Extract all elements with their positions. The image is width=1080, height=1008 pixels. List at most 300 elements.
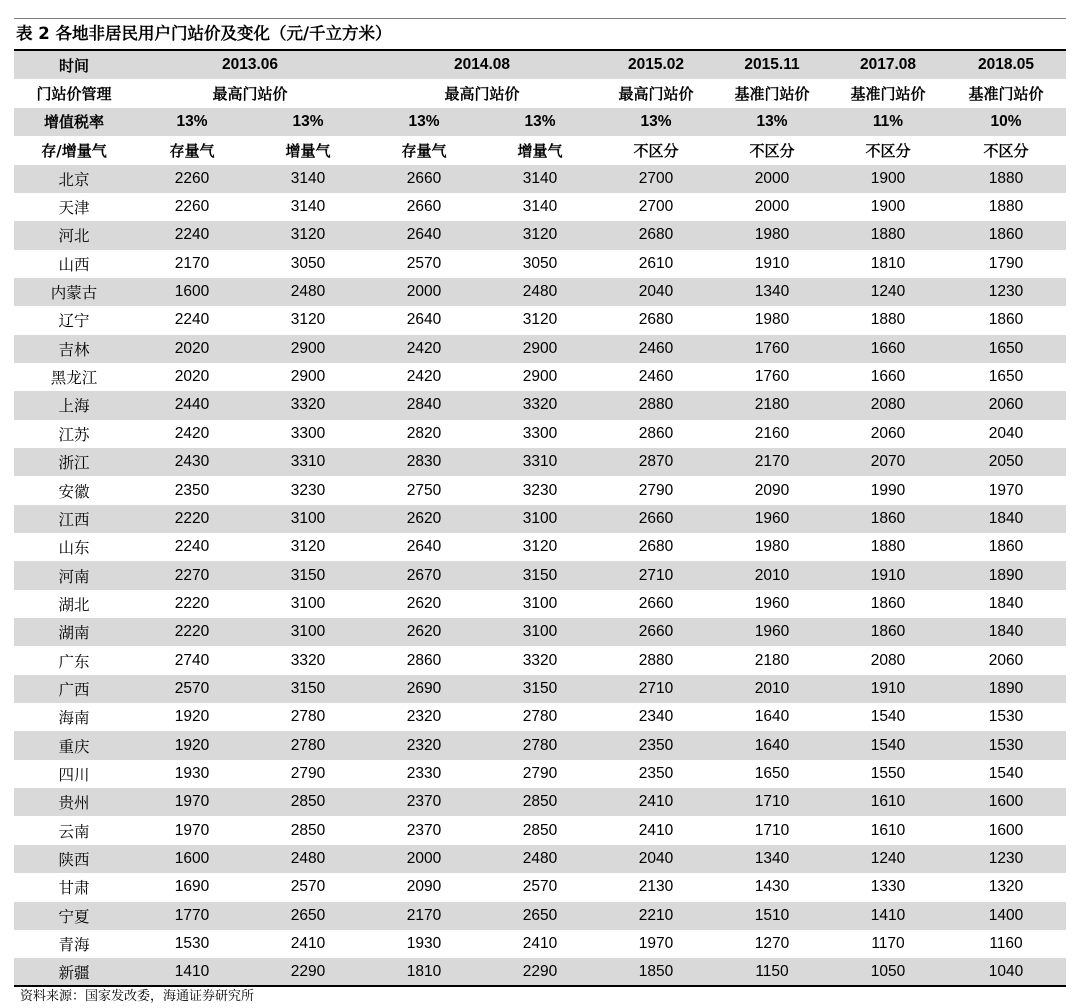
price-cell: 1840 [946,505,1066,533]
price-cell: 2860 [638,424,674,442]
price-cell: 2900 [522,368,558,386]
table-row [14,703,1066,731]
price-cell: 1600 [988,821,1024,839]
table-row [14,505,1066,533]
price-cell: 3120 [522,311,558,329]
price-cell: 1540 [830,731,946,759]
price-cell: 3120 [290,538,326,556]
vat-cell: 13% [134,108,250,136]
price-cell: 1880 [830,221,946,249]
price-cell: 2410 [522,935,558,953]
price-cell: 2780 [522,708,558,726]
price-cell: 2900 [290,368,326,386]
price-cell: 2880 [598,391,714,419]
price-cell: 1970 [134,788,250,816]
region-cell: 云南 [58,822,90,841]
period-2018-05: 2018.05 [946,51,1066,79]
price-cell: 3100 [250,618,366,646]
price-cell: 2170 [366,902,482,930]
table-row [14,873,1066,901]
vat-cell: 13% [366,108,482,136]
price-cell: 1600 [946,788,1066,816]
region-cell: 贵州 [14,788,134,816]
price-cell: 1880 [946,165,1066,193]
price-cell: 2040 [988,424,1024,442]
price-cell: 2790 [638,481,674,499]
table-row [14,306,1066,334]
price-cell: 2260 [134,165,250,193]
region-cell: 甘肃 [58,879,90,898]
price-cell: 2440 [134,391,250,419]
price-cell: 2350 [638,764,674,782]
price-cell: 1850 [598,958,714,986]
table-row [14,618,1066,646]
price-cell: 1860 [988,311,1024,329]
price-cell: 1930 [406,935,442,953]
price-cell: 3050 [290,254,326,272]
region-cell: 黑龙江 [50,369,98,388]
price-cell: 2710 [598,561,714,589]
price-cell: 2680 [598,221,714,249]
price-cell: 1760 [714,335,830,363]
period-2015-11: 2015.11 [714,51,830,79]
table-row [14,590,1066,618]
region-cell: 广西 [14,675,134,703]
price-cell: 1810 [366,958,482,986]
price-cell: 2320 [406,708,442,726]
table-row [14,193,1066,221]
price-cell: 3120 [482,221,598,249]
price-cell: 1660 [870,368,906,386]
price-cell: 1320 [988,878,1024,896]
price-cell: 1690 [174,878,210,896]
price-cell: 3320 [290,651,326,669]
header-row-gas-type [14,136,1066,164]
price-cell: 2180 [714,391,830,419]
management-2017-08: 基准门站价 [850,85,926,104]
table-row [14,335,1066,363]
price-cell: 1910 [830,561,946,589]
header-label-vat: 增值税率 [14,108,134,136]
price-cell: 2090 [754,481,790,499]
price-cell: 2220 [174,594,210,612]
price-cell: 2010 [714,675,830,703]
price-cell: 3140 [482,165,598,193]
header-label-time: 时间 [14,51,134,79]
price-cell: 2410 [638,821,674,839]
price-cell: 1600 [134,278,250,306]
price-cell: 1410 [134,958,250,986]
price-cell: 1910 [754,254,790,272]
price-cell: 3230 [522,481,558,499]
price-cell: 1880 [870,311,906,329]
table-row [14,646,1066,674]
price-cell: 2850 [250,788,366,816]
price-cell: 1970 [638,935,674,953]
region-cell: 辽宁 [58,312,90,331]
price-cell: 1340 [714,278,830,306]
price-cell: 2480 [250,278,366,306]
price-cell: 2570 [290,878,326,896]
price-cell: 2660 [598,505,714,533]
price-cell: 2620 [366,505,482,533]
header-row-time [14,51,1066,79]
price-cell: 1900 [830,165,946,193]
price-cell: 3320 [522,651,558,669]
price-cell: 2460 [638,368,674,386]
management-2018-05: 基准门站价 [968,85,1044,104]
region-cell: 河北 [14,221,134,249]
price-cell: 1240 [830,845,946,873]
price-cell: 1660 [830,335,946,363]
vat-cell: 13% [598,108,714,136]
table-row [14,760,1066,788]
region-cell: 吉林 [14,335,134,363]
price-cell: 1930 [174,764,210,782]
period-2013-06: 2013.06 [134,51,366,79]
gas-type-cell: 存量气 [401,141,447,160]
price-cell: 2480 [250,845,366,873]
price-cell: 2070 [830,448,946,476]
price-cell: 1230 [946,278,1066,306]
region-cell: 重庆 [14,731,134,759]
price-cell: 1890 [946,561,1066,589]
price-cell: 2850 [522,821,558,839]
price-cell: 1860 [870,594,906,612]
price-cell: 2460 [598,335,714,363]
price-cell: 1810 [870,254,906,272]
price-cell: 3320 [482,391,598,419]
price-cell: 1050 [830,958,946,986]
gas-type-cell: 不区分 [865,141,911,160]
price-cell: 2650 [482,902,598,930]
table-row [14,930,1066,958]
management-2015-11: 基准门站价 [734,85,810,104]
price-cell: 1650 [988,368,1024,386]
region-cell: 山东 [58,539,90,558]
price-cell: 2790 [290,764,326,782]
price-cell: 3120 [522,538,558,556]
price-cell: 2900 [482,335,598,363]
price-cell: 2850 [290,821,326,839]
price-cell: 2750 [406,481,442,499]
price-cell: 2660 [366,165,482,193]
vat-cell: 13% [714,108,830,136]
price-cell: 3150 [250,561,366,589]
region-cell: 青海 [58,936,90,955]
price-cell: 2420 [174,424,210,442]
vat-cell: 10% [946,108,1066,136]
price-cell: 2900 [250,335,366,363]
price-cell: 3310 [482,448,598,476]
price-cell: 2850 [482,788,598,816]
price-cell: 3100 [250,505,366,533]
price-cell: 2680 [638,311,674,329]
price-cell: 2000 [714,165,830,193]
table-row [14,675,1066,703]
header-row-management [14,79,1066,107]
price-cell: 2620 [366,618,482,646]
vat-cell: 13% [482,108,598,136]
price-cell: 1640 [754,708,790,726]
price-cell: 1910 [830,675,946,703]
price-cell: 2660 [406,198,442,216]
region-cell: 浙江 [14,448,134,476]
price-cell: 3310 [250,448,366,476]
header-label-management: 门站价管理 [36,85,112,104]
price-cell: 2270 [134,561,250,589]
gas-type-cell: 不区分 [749,141,795,160]
header-label-gas-type: 存/增量气 [41,141,107,160]
price-cell: 2570 [522,878,558,896]
price-cell: 1710 [754,821,790,839]
price-cell: 1610 [870,821,906,839]
table-title: 表 2 各地非居民用户门站价及变化（元/千立方米） [16,24,392,43]
price-cell: 1980 [754,311,790,329]
gas-type-cell: 不区分 [633,141,679,160]
table-row [14,165,1066,193]
price-cell: 1330 [870,878,906,896]
price-cell: 2840 [366,391,482,419]
price-cell: 2410 [598,788,714,816]
price-cell: 2160 [754,424,790,442]
price-cell: 2290 [250,958,366,986]
region-cell: 江苏 [58,425,90,444]
price-cell: 1240 [830,278,946,306]
price-cell: 2740 [174,651,210,669]
region-cell: 湖南 [14,618,134,646]
price-cell: 3150 [250,675,366,703]
top-rule [14,18,1066,19]
region-cell: 江西 [14,505,134,533]
price-cell: 2040 [598,845,714,873]
price-cell: 2640 [406,311,442,329]
price-cell: 3300 [522,424,558,442]
price-cell: 2420 [406,368,442,386]
price-cell: 2340 [638,708,674,726]
price-cell: 2650 [250,902,366,930]
price-cell: 2780 [290,708,326,726]
price-cell: 1960 [714,505,830,533]
price-cell: 1960 [714,618,830,646]
price-cell: 1920 [174,708,210,726]
price-cell: 1650 [754,764,790,782]
price-cell: 2330 [406,764,442,782]
price-cell: 1960 [754,594,790,612]
price-cell: 2050 [946,448,1066,476]
region-cell: 宁夏 [14,902,134,930]
price-cell: 2660 [638,594,674,612]
price-cell: 1600 [134,845,250,873]
region-cell: 陕西 [14,845,134,873]
price-cell: 1860 [946,221,1066,249]
table-row [14,448,1066,476]
price-cell: 2090 [406,878,442,896]
price-cell: 2220 [134,618,250,646]
region-cell: 海南 [58,709,90,728]
price-cell: 2410 [290,935,326,953]
price-cell: 2260 [174,198,210,216]
table-row [14,731,1066,759]
price-cell: 3300 [290,424,326,442]
price-cell: 1970 [988,481,1024,499]
region-cell: 四川 [58,765,90,784]
price-cell: 2790 [522,764,558,782]
price-cell: 3140 [250,165,366,193]
price-cell: 2640 [366,221,482,249]
price-cell: 1640 [714,731,830,759]
price-cell: 1410 [830,902,946,930]
price-cell: 1890 [946,675,1066,703]
price-cell: 2880 [638,651,674,669]
price-cell: 2080 [870,651,906,669]
price-cell: 1270 [754,935,790,953]
table-row [14,420,1066,448]
period-2014-08: 2014.08 [366,51,598,79]
price-cell: 2350 [598,731,714,759]
price-cell: 2000 [754,198,790,216]
price-cell: 2060 [988,651,1024,669]
price-cell: 2830 [366,448,482,476]
price-cell: 3050 [522,254,558,272]
price-cell: 2000 [366,845,482,873]
table-row [14,476,1066,504]
price-cell: 2370 [366,788,482,816]
price-cell: 1540 [870,708,906,726]
price-cell: 1860 [988,538,1024,556]
gas-type-cell: 增量气 [517,141,563,160]
header-row-vat [14,108,1066,136]
price-cell: 2170 [174,254,210,272]
price-cell: 3230 [290,481,326,499]
gas-type-cell: 不区分 [983,141,1029,160]
price-cell: 3320 [250,391,366,419]
price-cell: 3100 [482,618,598,646]
price-cell: 2710 [598,675,714,703]
price-cell: 1170 [871,935,905,953]
table-row [14,816,1066,844]
price-cell: 3150 [482,561,598,589]
table-row [14,788,1066,816]
vat-cell: 13% [250,108,366,136]
price-cell: 2680 [638,538,674,556]
price-cell: 2480 [482,278,598,306]
table-row [14,902,1066,930]
price-cell: 2570 [134,675,250,703]
price-cell: 2820 [406,424,442,442]
management-2013-06: 最高门站价 [212,85,288,104]
table-row [14,845,1066,873]
price-cell: 3140 [290,198,326,216]
price-cell: 1530 [174,935,210,953]
region-cell: 内蒙古 [14,278,134,306]
price-cell: 2130 [638,878,674,896]
price-cell: 3150 [482,675,598,703]
price-cell: 2430 [134,448,250,476]
table-row [14,533,1066,561]
table-row [14,363,1066,391]
price-cell: 2670 [366,561,482,589]
management-2015-02: 最高门站价 [618,85,694,104]
price-cell: 2320 [366,731,482,759]
price-cell: 1980 [714,221,830,249]
region-cell: 安徽 [58,482,90,501]
gas-type-cell: 增量气 [285,141,331,160]
price-cell: 1920 [134,731,250,759]
price-cell: 3120 [250,221,366,249]
price-cell: 1610 [830,788,946,816]
price-cell: 3100 [482,505,598,533]
table-row [14,278,1066,306]
period-2017-08: 2017.08 [830,51,946,79]
price-cell: 2240 [174,538,210,556]
gas-price-table [14,51,1066,987]
price-cell: 2610 [638,254,674,272]
price-cell: 1150 [714,958,830,986]
price-cell: 1230 [946,845,1066,873]
price-cell: 1840 [988,594,1024,612]
price-cell: 2180 [754,651,790,669]
region-cell: 天津 [58,199,90,218]
management-2014-08: 最高门站价 [444,85,520,104]
price-cell: 2170 [714,448,830,476]
price-cell: 1980 [754,538,790,556]
price-cell: 2210 [598,902,714,930]
table-row [14,391,1066,419]
price-cell: 2700 [638,198,674,216]
price-cell: 1400 [946,902,1066,930]
vat-cell: 11% [830,108,946,136]
price-cell: 2060 [870,424,906,442]
price-cell: 1880 [870,538,906,556]
price-cell: 2220 [134,505,250,533]
gas-type-cell: 存量气 [169,141,215,160]
price-cell: 2660 [598,618,714,646]
price-cell: 2780 [250,731,366,759]
price-cell: 1650 [946,335,1066,363]
price-cell: 3100 [290,594,326,612]
price-cell: 1840 [946,618,1066,646]
price-cell: 2010 [714,561,830,589]
period-2015-02: 2015.02 [598,51,714,79]
price-cell: 1040 [946,958,1066,986]
price-cell: 3120 [290,311,326,329]
price-cell: 2020 [174,368,210,386]
price-cell: 1160 [989,935,1023,953]
price-cell: 2640 [406,538,442,556]
price-cell: 2020 [134,335,250,363]
price-cell: 1900 [870,198,906,216]
price-cell: 1530 [988,708,1024,726]
price-cell: 1430 [754,878,790,896]
price-cell: 1710 [714,788,830,816]
price-cell: 1550 [870,764,906,782]
price-cell: 1770 [134,902,250,930]
region-cell: 新疆 [14,958,134,986]
price-cell: 1760 [754,368,790,386]
price-cell: 2080 [830,391,946,419]
price-cell: 1540 [988,764,1024,782]
price-cell: 2700 [598,165,714,193]
price-cell: 2000 [366,278,482,306]
price-cell: 1970 [174,821,210,839]
price-cell: 2690 [366,675,482,703]
price-cell: 1990 [870,481,906,499]
price-cell: 1880 [988,198,1024,216]
table-row [14,250,1066,278]
price-cell: 2350 [174,481,210,499]
price-cell: 2240 [174,311,210,329]
